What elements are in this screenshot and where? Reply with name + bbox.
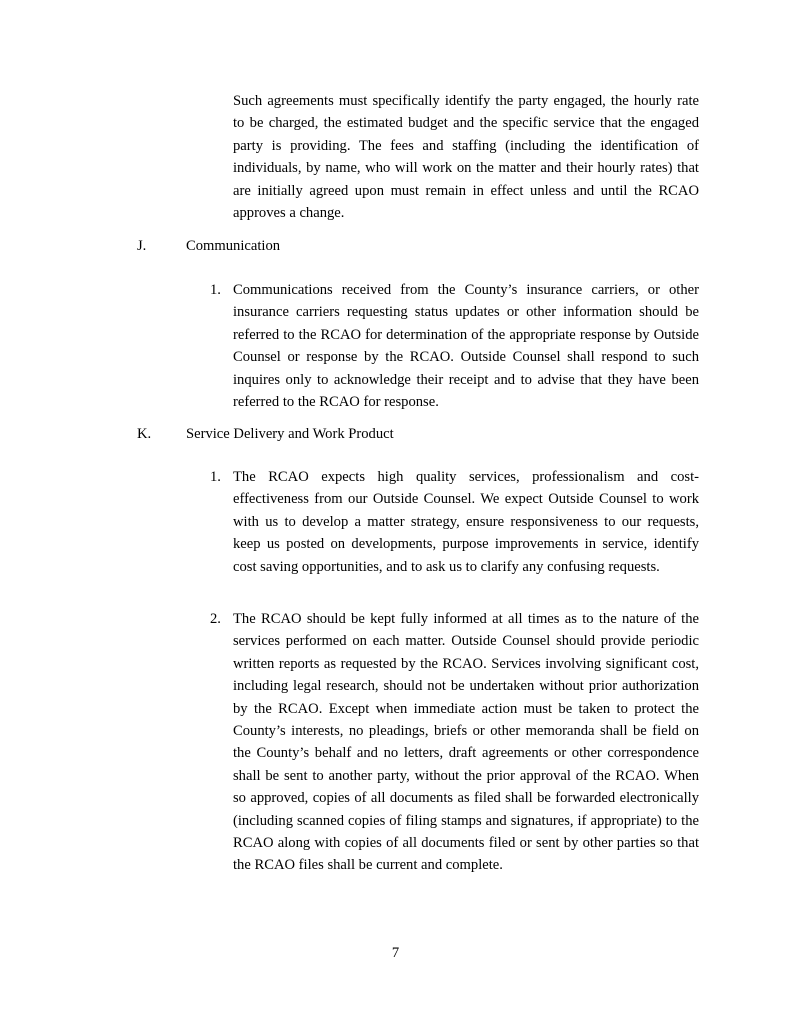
section-j-item-1-text: Communications received from the County’s insurance carriers, or other insurance carriers requesting status updates or other information should be referred to the RCAO for determination of the appropriate response by Outside Counsel or response by the RCAO. Outside Counsel shall respond to such inquires only to acknowledge their receipt and to advise that they have been referred to the RCAO for response. xyxy=(233,282,699,411)
section-k-item-1-text: The RCAO expects high quality services, professionalism and cost-effectiveness from our Outside Counsel. We expect Outside Counsel to work with us to develop a matter strategy, ensure responsiveness to our requests, keep us posted on developments, purpose improvements in service, identify cost saving opportunities, and to ask us to clarify any confusing requests. xyxy=(233,469,699,575)
section-k-letter: K. xyxy=(137,426,152,442)
section-j-title: Communication xyxy=(186,238,281,254)
section-j-item-1-number: 1. xyxy=(210,282,221,298)
continuation-paragraph: Such agreements must specifically identify the party engaged, the hourly rate to be charged, the estimated budget and the specific service that the engaged party is providing. The fees and staffing (including the identification of individuals, by name, who will work on the matter and their hourly rates) that are initially agreed upon must remain in effect unless and until the RCAO approves a change. xyxy=(233,93,699,222)
section-k-item-1-number: 1. xyxy=(210,469,221,485)
page-number: 7 xyxy=(391,945,400,961)
section-j-letter: J. xyxy=(137,238,147,254)
section-k-item-2-number: 2. xyxy=(210,611,221,627)
section-k-item-2-text: The RCAO should be kept fully informed at all times as to the nature of the services performed on each matter. Outside Counsel should provide periodic written reports as requested by the RCAO. Services involving significant cost, including legal research, should not be undertaken without prior authorization by the RCAO. Except when immediate action must be taken to protect the County’s interests, no pleadings, briefs or other memoranda shall be field on the County’s behalf and no letters, draft agreements or other correspondence shall be sent to another party, without the prior approval of the RCAO. When so approved, copies of all documents as filed shall be forwarded electronically (including scanned copies of filing stamps and signatures, if appropriate) to the RCAO along with copies of all documents filed or sent by other parties so that the RCAO files shall be current and complete. xyxy=(233,611,699,874)
section-k-title: Service Delivery and Work Product xyxy=(186,426,394,442)
